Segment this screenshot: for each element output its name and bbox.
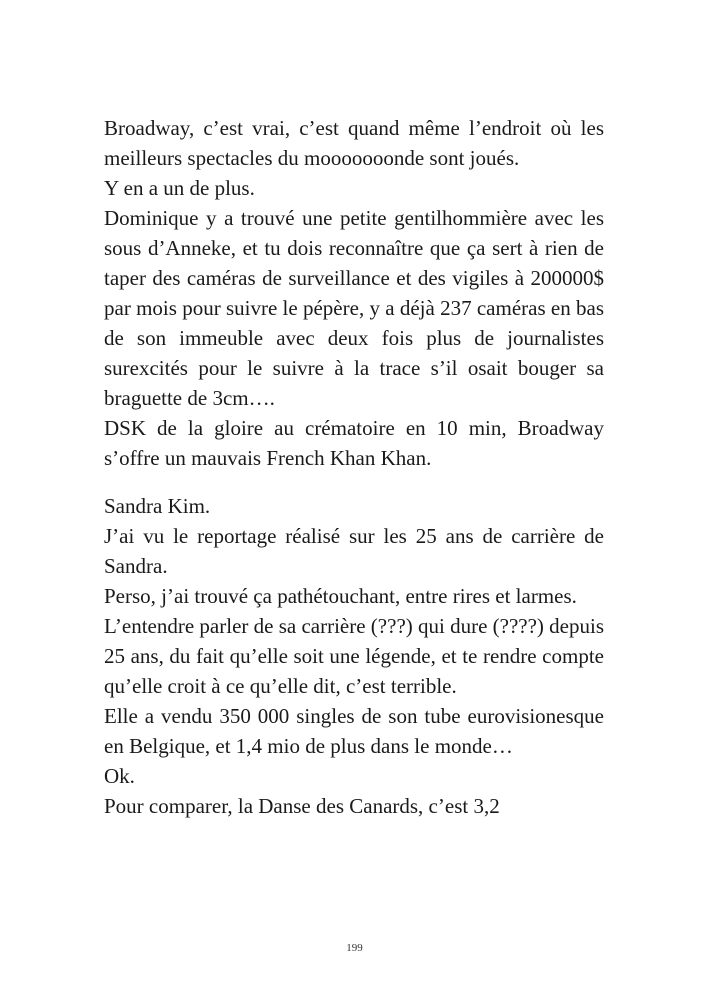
paragraph: DSK de la gloire au crématoire en 10 min, Broadway s’offre un mauvais French Khan Khan. — [104, 416, 604, 470]
paragraph: Elle a vendu 350 000 singles de son tube eurovisionesque en Belgique, et 1,4 mio de plus dans le monde… — [104, 704, 604, 758]
paragraph: Perso, j’ai trouvé ça pathétouchant, entre rires et larmes. — [104, 584, 577, 608]
paragraph: Y en a un de plus. — [104, 176, 255, 200]
paragraph: Ok. — [104, 764, 135, 788]
page-number: 199 — [346, 942, 363, 954]
paragraph: Broadway, c’est vrai, c’est quand même l’endroit où les meilleurs spectacles du mooooooonde sont joués. — [104, 116, 604, 170]
paragraph: J’ai vu le reportage réalisé sur les 25 ans de carrière de Sandra. — [104, 524, 604, 578]
section-heading: Sandra Kim. — [104, 494, 211, 518]
body-text — [104, 113, 604, 821]
paragraph: Dominique y a trouvé une petite gentilhommière avec les sous d’Anneke, et tu dois reconnaître que ça sert à rien de taper des caméras de surveillance et des vigiles à 200000$ par mois pour suivre le pépère, y a déjà 237 caméras en bas de son immeuble avec deux fois plus de journalistes surexcités pour le suivre à la trace s’il osait bouger sa braguette de 3cm…. — [104, 206, 604, 410]
paragraph: Pour comparer, la Danse des Canards, c’est 3,2 — [104, 794, 500, 818]
paragraph: L’entendre parler de sa carrière (???) qui dure (????) depuis 25 ans, du fait qu’elle soit une légende, et te rendre compte qu’elle croit à ce qu’elle dit, c’est terrible. — [104, 614, 605, 698]
